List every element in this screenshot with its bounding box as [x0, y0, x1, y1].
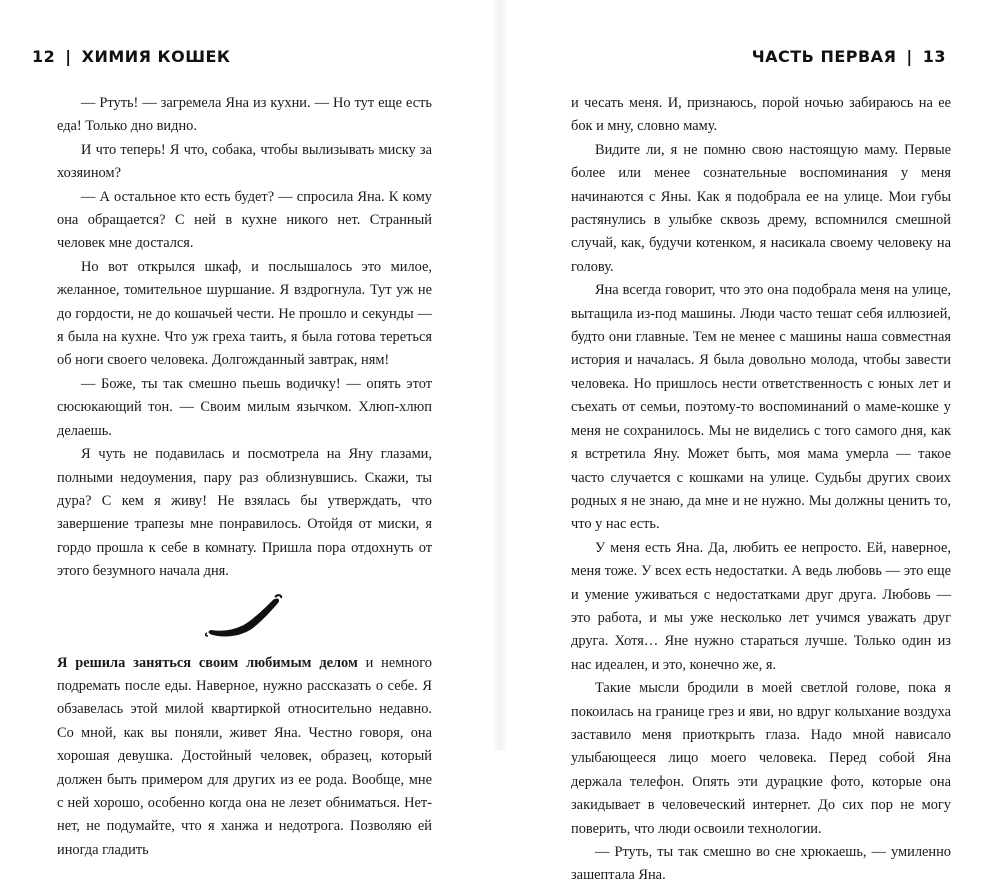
right-page-body [571, 92, 951, 888]
paragraph: Я чуть не подавилась и посмотрела на Яну глазами, полными недоумения, пару раз облизнувшись. Скажи, ты дура? С кем я живу! Не взялась бы утверждать, что завершение трапезы мне понравилось. Отойдя от миски, я гордо прошла к себе в комнату. Пришла пора отдохнуть от этого безумного начала дня. [57, 446, 432, 580]
left-page-body [57, 92, 432, 862]
right-running-header [752, 47, 946, 67]
section-lead-bold: Я решила заняться своим любимым делом [57, 654, 358, 671]
paragraph: — Ртуть! — загремела Яна из кухни. — Но тут еще есть еда! Только дно видно. [57, 95, 432, 135]
right-page-number: 13 [922, 47, 946, 66]
left-page-number: 12 [32, 47, 56, 66]
paragraph: Но вот открылся шкаф, и послышалось это милое, желанное, томительное шуршание. Я вздрогнула. Тут уж не до гордости, не до кошачьей чести. Не прошло и секунды — я была на кухне. Что уж греха таить, я была готова тереться об ноги своего человека. Долгожданный завтрак, ням! [57, 258, 432, 369]
paragraph: — А остальное кто есть будет? — спросила Яна. К кому она обращается? С ней в кухне никого нет. Странный человек мне достался. [57, 188, 432, 252]
paragraph: Такие мысли бродили в моей светлой голове, пока я покоилась на границе грез и яви, но вдруг колыхание воздуха заставило меня приоткрыть глаза. Надо мной нависало улыбающееся лицо моего человека. Перед собой Яна держала телефон. Опять эти дурацкие фото, которые она закидывает в человеческий интернет. До сих пор не могу поверить, что люди освоили технологии. [571, 680, 951, 837]
left-running-header [32, 47, 231, 67]
left-running-head-title: ХИМИЯ КОШЕК [81, 47, 231, 66]
section-lead-text: и немного подремать после еды. Наверное, нужно рассказать о себе. Я обзавелась этой милой квартиркой относительно недавно. Со мной, как вы поняли, живет Яна. Честно говоря, она хорошая девушка. Достойный человек, образец, который должен быть примером для других из ее рода. Вообще, мне с ней хорошо, особенно когда она не лезет обниматься. Нет-нет, не подумайте, что я ханжа и недотрога. Позволяю ей иногда гладить [57, 654, 432, 858]
header-separator: | [65, 47, 72, 66]
header-separator: | [906, 47, 913, 66]
paragraph: У меня есть Яна. Да, любить ее непросто. Ей, наверное, меня тоже. У всех есть недостатки. А ведь любовь — это еще и умение уживаться с недостатками друг друга. Любовь — это работа, и мы уже несколько лет учимся уважать друг друга. Хотя… Яне нужно стараться лучше. Только один из нас идеален, и это, конечно же, я. [571, 539, 951, 673]
right-running-head-title: ЧАСТЬ ПЕРВАЯ [751, 47, 897, 66]
page-gutter [492, 0, 508, 750]
paragraph: — Ртуть, ты так смешно во сне хрюкаешь, — умиленно зашептала Яна. [571, 844, 951, 884]
right-page [508, 0, 1000, 884]
paragraph: Видите ли, я не помню свою настоящую маму. Первые более или менее сознательные воспоминания у меня начинаются с Яны. Как я подобрала ее на улице. Мои губы растянулись в улыбке сквозь дрему, вспомнился смешной случай, как, будучи котенком, я насикала своему человеку на голову. [571, 141, 951, 275]
section-lead-paragraph [57, 652, 432, 863]
left-page [0, 0, 492, 858]
continuation-paragraph: и чесать меня. И, признаюсь, порой ночью забираюсь на ее бок и мну, словно маму. [571, 95, 951, 135]
brush-stroke-ornament-icon [205, 590, 285, 640]
paragraph: — Боже, ты так смешно пьешь водичку! — опять этот сюсюкающий тон. — Своим милым язычком. Хлюп-хлюп делаешь. [57, 375, 432, 439]
paragraph: И что теперь! Я что, собака, чтобы вылизывать миску за хозяином? [57, 141, 432, 182]
paragraph: Яна всегда говорит, что это она подобрала меня на улице, вытащила из-под машины. Люди часто тешат себя иллюзией, будто они главные. Тем не менее с машины наша совместная история и началась. Я была довольно молода, чтобы завести человека. Но пришлось нести ответственность с юных лет и съехать от семьи, поэтому-то воспоминаний о маме-кошке у меня не сохранилось. Мы не виделись с того самого дня, как я встретила Яну. Может быть, моя мама умерла — такое часто случается с кошками на улице. Судьбы других своих родных я не знаю, да мне и не нужно. Мы должны ценить то, что у нас есть. [571, 282, 951, 533]
section-break-ornament [57, 590, 432, 640]
